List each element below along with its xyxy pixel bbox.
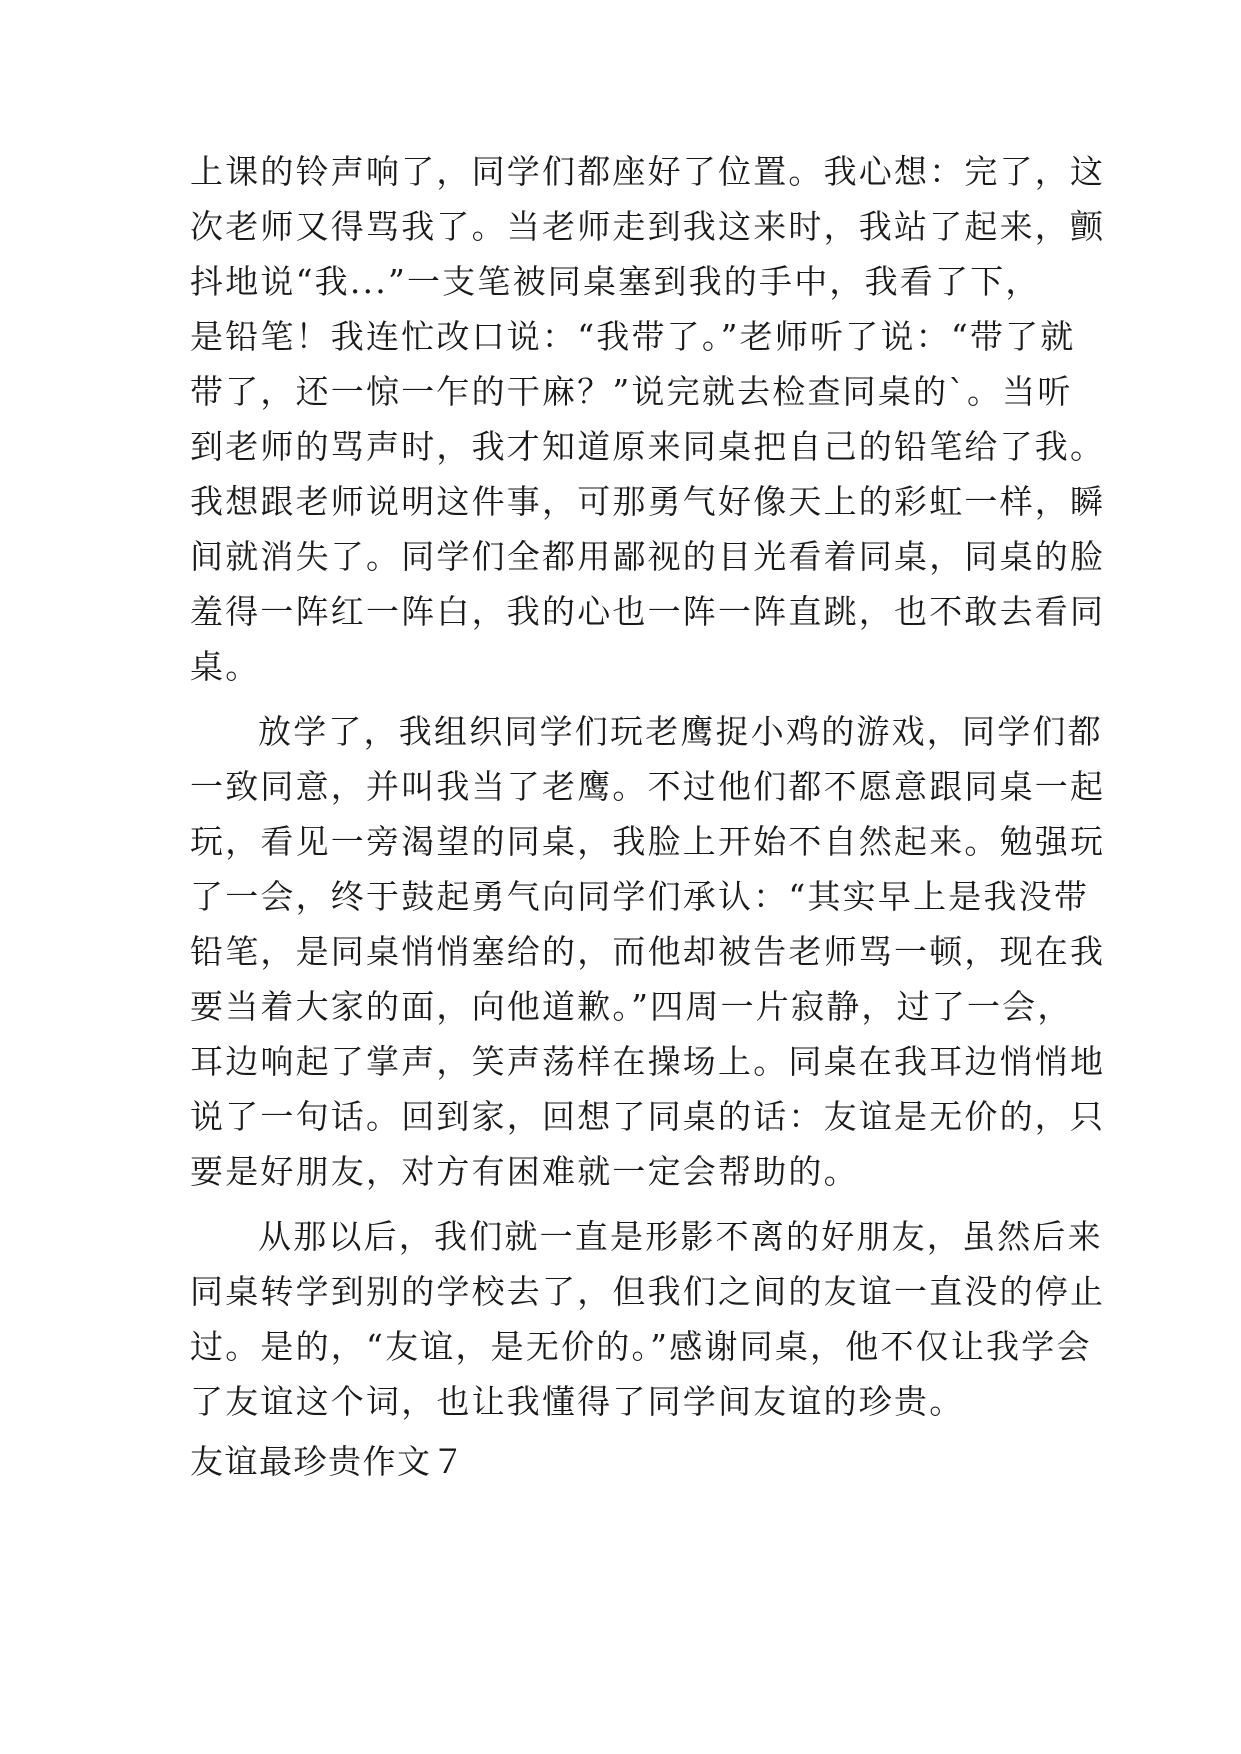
text-line: 上课的铃声响了，同学们都座好了位置。我心想：完了，这 (190, 152, 1106, 191)
section-heading: 友谊最珍贵作文７ (190, 1442, 466, 1481)
text-line: 说了一句话。回到家，回想了同桌的话：友谊是无价的，只 (190, 1097, 1106, 1136)
text-line: 抖地说“我...”一支笔被同桌塞到我的手中，我看了下， (190, 262, 1041, 301)
text-line: 一致同意，并叫我当了老鹰。不过他们都不愿意跟同桌一起 (190, 767, 1106, 806)
text-line: 间就消失了。同学们全都用鄙视的目光看着同桌，同桌的脸 (190, 537, 1106, 576)
text-line: 是铅笔！我连忙改口说：“我带了。”老师听了说：“带了就 (190, 317, 1076, 356)
text-line: 玩，看见一旁渴望的同桌，我脸上开始不自然起来。勉强玩 (190, 822, 1106, 861)
text-line: 我想跟老师说明这件事，可那勇气好像天上的彩虹一样，瞬 (190, 482, 1106, 521)
text-line: 到老师的骂声时，我才知道原来同桌把自己的铅笔给了我。 (190, 427, 1106, 466)
text-line: 羞得一阵红一阵白，我的心也一阵一阵直跳，也不敢去看同 (190, 592, 1106, 631)
text-line: 同桌转学到别的学校去了，但我们之间的友谊一直没的停止 (190, 1272, 1106, 1311)
text-line: 桌。 (190, 647, 261, 686)
text-line: 了一会，终于鼓起勇气向同学们承认：“其实早上是我没带 (190, 877, 1090, 916)
text-line: 耳边响起了掌声，笑声荡样在操场上。同桌在我耳边悄悄地 (190, 1042, 1106, 1081)
text-line: 放学了，我组织同学们玩老鹰捉小鸡的游戏，同学们都 (258, 712, 1103, 751)
text-line: 带了，还一惊一乍的干麻？”说完就去检查同桌的`。当听 (190, 372, 1073, 411)
text-line: 要是好朋友，对方有困难就一定会帮助的。 (190, 1152, 859, 1191)
text-line: 铅笔，是同桌悄悄塞给的，而他却被告老师骂一顿，现在我 (190, 932, 1106, 971)
text-line: 要当着大家的面，向他道歉。”四周一片寂静，过了一会， (190, 987, 1073, 1026)
text-line: 了友谊这个词，也让我懂得了同学间友谊的珍贵。 (190, 1382, 965, 1421)
text-line: 次老师又得骂我了。当老师走到我这来时，我站了起来，颤 (190, 207, 1106, 246)
text-line: 过。是的，“友谊，是无价的。”感谢同桌，他不仅让我学会 (190, 1327, 1092, 1366)
text-line: 从那以后，我们就一直是形影不离的好朋友，虽然后来 (258, 1217, 1103, 1256)
